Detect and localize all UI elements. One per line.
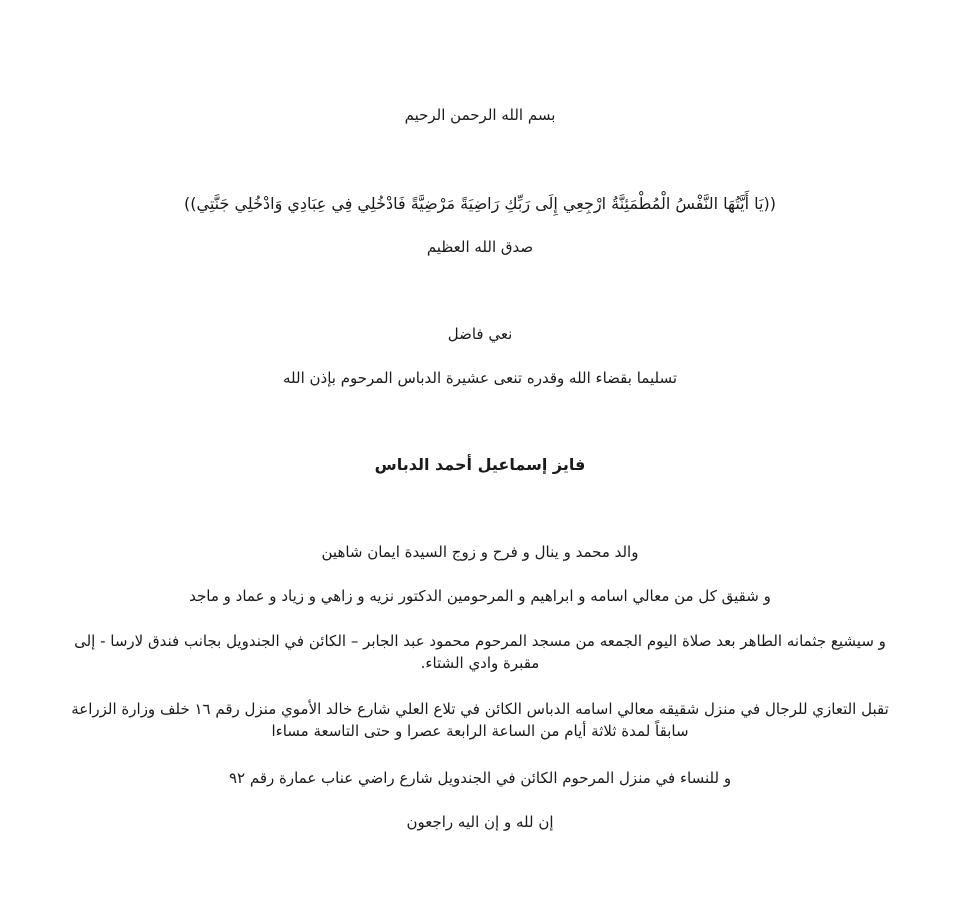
quran-verse: ((يَا أَيَّتُهَا النَّفْسُ الْمُطْمَئِنَّةُ ارْجِعِي إِلَى رَبِّكِ رَاضِيَةً مَرْضِيَّةً فَادْخُلِي فِي عِبَادِي وَادْخُلِي جَنَّتِي)) [184, 194, 776, 213]
funeral-line-1: و سيشيع جثمانه الطاهر بعد صلاة اليوم الجمعه من مسجد المرحوم محمود عبد الجابر – الكائن في الجندويل بجانب فندق لارسا - إلى [74, 632, 886, 650]
closing-line: إن لله و إن اليه راجعون [406, 813, 554, 831]
women-condolences-line: و للنساء في منزل المرحوم الكائن في الجندويل شارع راضي عناب عمارة رقم ٩٢ [228, 769, 732, 787]
obituary-heading: نعي فاضل [447, 325, 513, 343]
condolences-line-2: سابقاً لمدة ثلاثة أيام من الساعة الرابعة عصرا و حتى التاسعة مساءا [271, 722, 689, 740]
funeral-line-2: مقبرة وادي الشتاء. [420, 654, 540, 672]
announcement-intro: تسليما بقضاء الله وقدره تنعى عشيرة الدباس المرحوم بإذن الله [282, 369, 677, 387]
deceased-name: فايز إسماعيل أحمد الدباس [374, 455, 586, 474]
father-of-line: والد محمد و ينال و فرح و زوج السيدة ايمان شاهين [321, 543, 639, 561]
condolences-line-1: تقبل التعازي للرجال في منزل شقيقه معالي اسامه الدباس الكائن في تلاع العلي شارع خالد الأموي منزل رقم ١٦ خلف وزارة الزراعة [71, 700, 889, 718]
brother-of-line: و شقيق كل من معالي اسامه و ابراهيم و المرحومين الدكتور نزيه و زاهي و زياد و عماد و ماجد [189, 587, 771, 605]
sadaqa-line: صدق الله العظيم [426, 238, 534, 256]
basmala: بسم الله الرحمن الرحيم [404, 106, 556, 124]
